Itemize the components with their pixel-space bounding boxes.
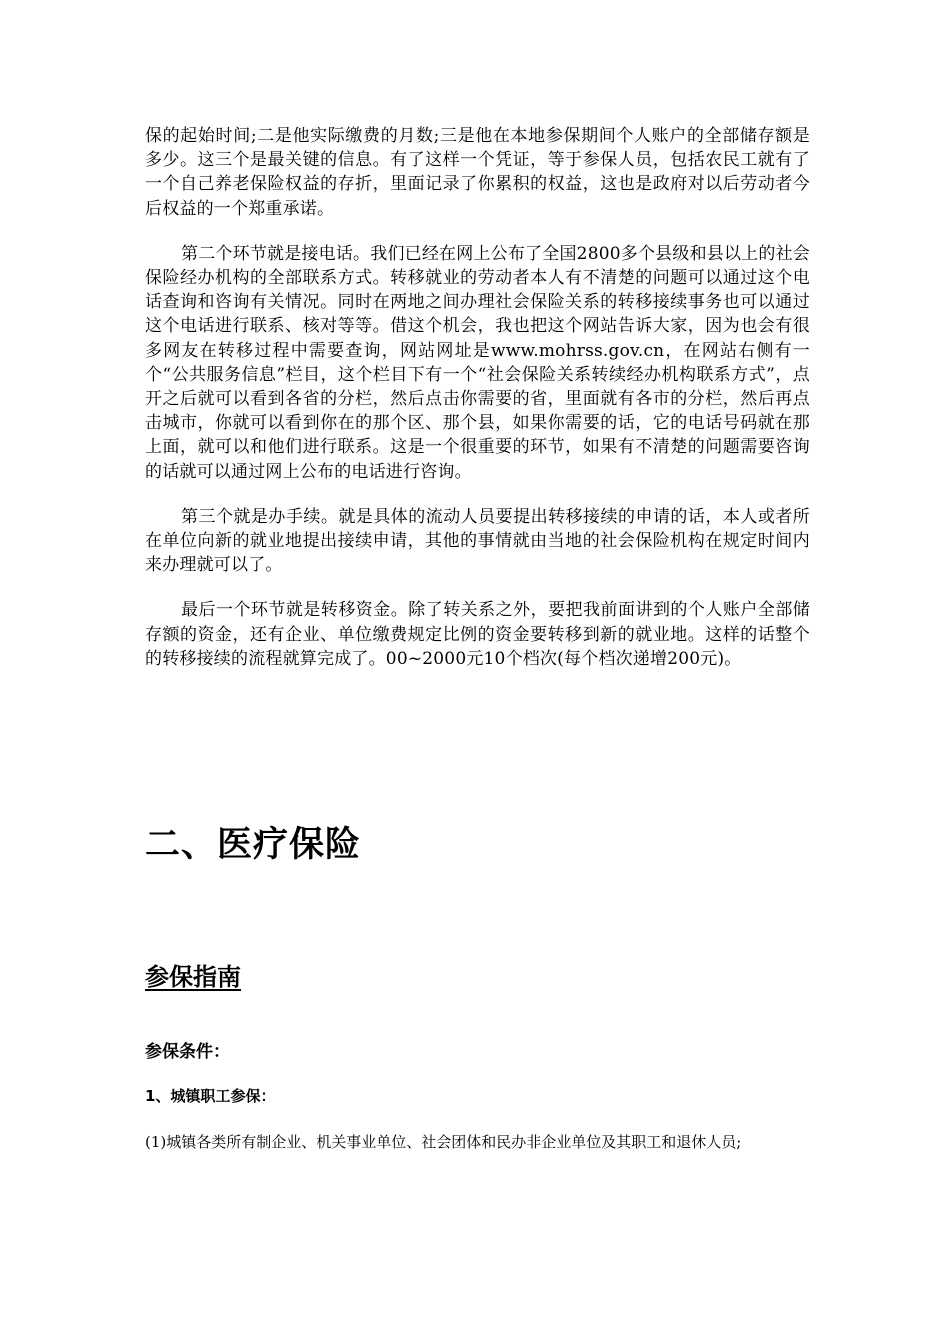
item-heading: 1、城镇职工参保： bbox=[145, 1087, 276, 1105]
subsection-title: 参保指南 bbox=[145, 963, 241, 991]
section-title: 二、医疗保险 bbox=[145, 825, 362, 865]
conditions-heading: 参保条件： bbox=[145, 1042, 230, 1062]
paragraph-procedures: 第三个就是办手续。就是具体的流动人员要提出转移接续的申请的话，本人或者所在单位向新的就业地提出接续申请，其他的事情就由当地的社会保险机构在规定时间内来办理就可以了。 bbox=[145, 506, 810, 576]
paragraph-phone: 第二个环节就是接电话。我们已经在网上公布了全国2800多个县级和县以上的社会保险经办机构的全部联系方式。转移就业的劳动者本人有不清楚的问题可以通过这个电话查询和咨询有关情况。同时在两地之间办理社会保险关系的转移接续事务也可以通过这个电话进行联系、核对等等。借这个机会，我也把这个网站告诉大家，因为也会有很多网友在转移过程中需要查询，网站网址是www.mohrss.gov.cn，在网站右侧有一个“公共服务信息”栏目，这个栏目下有一个“社会保险关系转续经办机构联系方式”，点开之后就可以看到各省的分栏，然后点击你需要的省，里面就有各市的分栏，然后再点击城市，你就可以看到你在的那个区、那个县，如果你需要的话，它的电话号码就在那上面，就可以和他们进行联系。这是一个很重要的环节，如果有不清楚的问题需要咨询的话就可以通过网上公布的电话进行咨询。 bbox=[145, 243, 810, 482]
paragraph-funds: 最后一个环节就是转移资金。除了转关系之外，要把我前面讲到的个人账户全部储存额的资金，还有企业、单位缴费规定比例的资金要转移到新的就业地。这样的话整个的转移接续的流程就算完成了。00~2000元10个档次(每个档次递增200元)。 bbox=[145, 600, 810, 669]
body-text bbox=[145, 124, 810, 671]
paragraph-continuation: 保的起始时间;二是他实际缴费的月数;三是他在本地参保期间个人账户的全部储存额是多少。这三个是最关键的信息。有了这样一个凭证，等于参保人员，包括农民工就有了一个自己养老保险权益的存折，里面记录了你累积的权益，这也是政府对以后劳动者今后权益的一个郑重承诺。 bbox=[145, 126, 810, 219]
list-item: (1)城镇各类所有制企业、机关事业单位、社会团体和民办非企业单位及其职工和退休人员; bbox=[145, 1133, 742, 1151]
